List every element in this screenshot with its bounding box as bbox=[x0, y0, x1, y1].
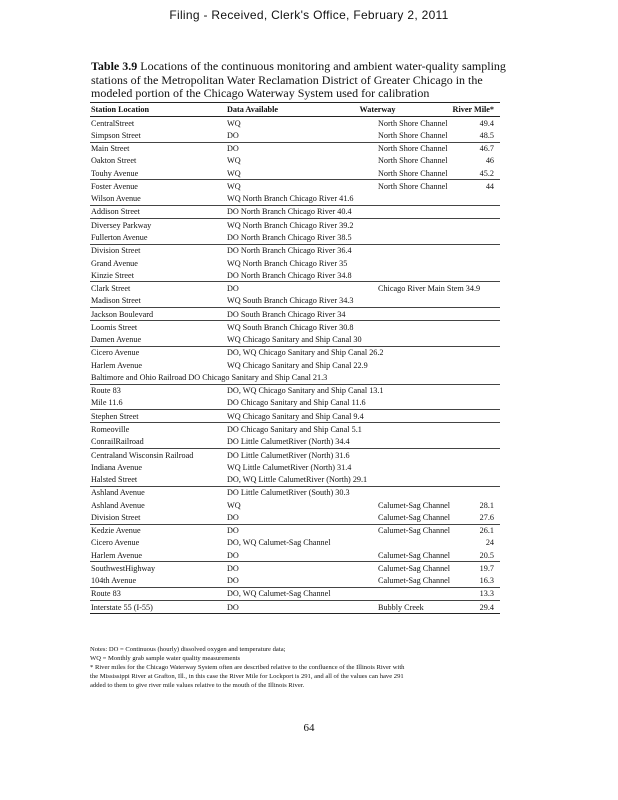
station-cell: Route 83 bbox=[90, 384, 226, 397]
river-mile-cell: 45.2 bbox=[479, 168, 494, 178]
river-mile-cell bbox=[450, 346, 500, 359]
station-cell: Touhy Avenue bbox=[91, 168, 139, 178]
data-available-cell: DO bbox=[226, 562, 304, 575]
table-row bbox=[90, 334, 500, 347]
station-cell: Main Street bbox=[90, 142, 226, 155]
river-mile-cell: 46.7 bbox=[450, 142, 500, 155]
station-cell: Diversey Parkway bbox=[90, 219, 226, 232]
table-row bbox=[90, 205, 500, 218]
station-cell: Division Street bbox=[91, 512, 141, 522]
table-row bbox=[90, 129, 500, 142]
river-mile-cell: 48.5 bbox=[479, 130, 494, 140]
station-cell: Harlem Avenue bbox=[91, 360, 142, 370]
river-mile-cell bbox=[450, 397, 500, 410]
station-cell: Baltimore and Ohio Railroad DO Chicago Sanitary and Ship Canal 21.3 bbox=[91, 372, 328, 382]
station-cell: Madison Street bbox=[91, 296, 141, 306]
data-available-cell: DO North Branch Chicago River 36.4 bbox=[226, 244, 304, 257]
waterway-cell: North Shore Channel bbox=[304, 180, 450, 193]
data-available-cell: WQ South Branch Chicago River 30.8 bbox=[226, 321, 304, 334]
data-available-cell: WQ North Branch Chicago River 39.2 bbox=[226, 219, 304, 232]
river-mile-cell: 19.7 bbox=[450, 562, 500, 575]
data-available-cell: DO bbox=[227, 512, 239, 522]
waterway-cell: Calumet-Sag Channel bbox=[378, 500, 451, 510]
table-row bbox=[90, 321, 500, 334]
station-cell: Jackson Boulevard bbox=[90, 307, 226, 320]
river-mile-cell: 26.1 bbox=[450, 524, 500, 537]
note-line: the Mississippi River at Grafton, Ill., in this case the River Mile for Lockport is 291, and all of the values can have 291 bbox=[90, 673, 404, 680]
table-row bbox=[90, 346, 500, 359]
station-cell: Interstate 55 (I-55) bbox=[90, 601, 226, 614]
table-row bbox=[90, 549, 500, 562]
station-cell: Cicero Avenue bbox=[91, 538, 140, 548]
data-available-cell: DO bbox=[226, 601, 304, 614]
river-mile-cell: 24 bbox=[485, 538, 494, 548]
table-row bbox=[90, 461, 500, 473]
waterway-cell: Calumet-Sag Channel bbox=[378, 550, 451, 560]
river-mile-cell bbox=[450, 244, 500, 257]
station-cell: SouthwestHighway bbox=[90, 562, 226, 575]
station-cell: Halsted Street bbox=[91, 475, 138, 485]
table-row bbox=[90, 359, 500, 371]
station-cell: Stephen Street bbox=[90, 410, 226, 423]
table-row bbox=[90, 180, 500, 193]
table-row bbox=[90, 587, 500, 600]
waterway-cell: Bubbly Creek bbox=[304, 601, 450, 614]
data-available-cell: DO Little CalumetRiver (North) 31.6 bbox=[226, 448, 304, 461]
table-row bbox=[90, 282, 500, 295]
table-row bbox=[90, 219, 500, 232]
data-available-cell: DO North Branch Chicago River 34.8 bbox=[227, 270, 352, 280]
station-cell: Harlem Avenue bbox=[91, 550, 142, 560]
station-cell: Kedzie Avenue bbox=[90, 524, 226, 537]
river-mile-cell bbox=[450, 436, 500, 449]
table-label: Table 3.9 bbox=[91, 59, 138, 73]
river-mile-cell: 28.1 bbox=[479, 500, 494, 510]
river-mile-cell bbox=[450, 231, 500, 244]
table-row bbox=[90, 423, 500, 436]
river-mile-cell bbox=[450, 461, 500, 473]
data-available-cell: DO, WQ Calumet-Sag Channel bbox=[226, 587, 304, 600]
table-row bbox=[90, 575, 500, 588]
station-cell: Centraland Wisconsin Railroad bbox=[90, 448, 226, 461]
station-cell: Simpson Street bbox=[91, 130, 141, 140]
table-header-row bbox=[90, 103, 500, 117]
data-available-cell: DO Little CalumetRiver (North) 34.4 bbox=[227, 437, 350, 447]
data-available-cell: DO bbox=[227, 576, 239, 586]
waterway-cell: Calumet-Sag Channel bbox=[304, 562, 450, 575]
data-available-cell: DO Chicago Sanitary and Ship Canal 5.1 bbox=[226, 423, 304, 436]
table-row bbox=[90, 511, 500, 524]
data-available-cell: WQ bbox=[227, 500, 241, 510]
river-mile-cell bbox=[450, 371, 500, 384]
station-cell: Ashland Avenue bbox=[90, 486, 226, 499]
table-row bbox=[90, 295, 500, 308]
table-row bbox=[90, 499, 500, 511]
data-available-cell: DO bbox=[227, 130, 239, 140]
waterway-cell: Chicago River Main Stem 34.9 bbox=[304, 282, 450, 295]
data-available-cell: DO bbox=[226, 524, 304, 537]
river-mile-cell: 46 bbox=[485, 156, 494, 166]
station-cell: Grand Avenue bbox=[91, 258, 138, 268]
station-cell: Ashland Avenue bbox=[91, 500, 145, 510]
river-mile-cell: 49.4 bbox=[450, 117, 500, 130]
table-row bbox=[90, 244, 500, 257]
table-row bbox=[90, 167, 500, 180]
waterway-cell: North Shore Channel bbox=[304, 117, 450, 130]
river-mile-cell bbox=[450, 321, 500, 334]
table-row bbox=[90, 601, 500, 614]
table-caption-text: Locations of the continuous monitoring and ambient water-quality sampling stations of the Metropolitan Water Reclamation District of Greater Chicago in the modeled portion of the Chicago Waterway System used for calibration bbox=[91, 59, 506, 100]
river-mile-cell: 44 bbox=[450, 180, 500, 193]
data-available-cell: WQ bbox=[227, 156, 241, 166]
table-row bbox=[90, 142, 500, 155]
data-available-cell: WQ bbox=[226, 117, 304, 130]
table-row bbox=[90, 307, 500, 320]
data-available-cell: DO, WQ Chicago Sanitary and Ship Canal 26.2 bbox=[226, 346, 304, 359]
station-cell: ConrailRailroad bbox=[91, 437, 144, 447]
data-available-cell: WQ Chicago Sanitary and Ship Canal 22.9 bbox=[227, 360, 368, 370]
data-available-cell: DO Little CalumetRiver (South) 30.3 bbox=[226, 486, 304, 499]
river-mile-cell: 20.5 bbox=[479, 550, 494, 560]
data-available-cell: DO South Branch Chicago River 34 bbox=[226, 307, 304, 320]
waterway-cell: North Shore Channel bbox=[378, 156, 448, 166]
station-cell: Addison Street bbox=[90, 205, 226, 218]
data-available-cell: WQ Chicago Sanitary and Ship Canal 9.4 bbox=[226, 410, 304, 423]
waterway-cell: Calumet-Sag Channel bbox=[378, 512, 451, 522]
table-row bbox=[90, 257, 500, 269]
station-cell: 104th Avenue bbox=[91, 576, 137, 586]
river-mile-cell bbox=[450, 448, 500, 461]
station-cell: Division Street bbox=[90, 244, 226, 257]
table-row bbox=[90, 269, 500, 282]
data-available-cell: DO North Branch Chicago River 38.5 bbox=[227, 233, 352, 243]
river-mile-cell bbox=[450, 473, 500, 486]
station-cell: Wilson Avenue bbox=[91, 194, 141, 204]
data-available-cell: DO bbox=[227, 550, 239, 560]
table-row bbox=[90, 193, 500, 206]
river-mile-cell bbox=[450, 307, 500, 320]
data-available-cell: DO bbox=[226, 282, 304, 295]
page-number: 64 bbox=[303, 722, 315, 734]
data-available-cell: DO, WQ Little CalumetRiver (North) 29.1 bbox=[227, 475, 368, 485]
table-body bbox=[90, 117, 500, 614]
river-mile-cell bbox=[450, 219, 500, 232]
header-waterway: Waterway bbox=[304, 103, 450, 117]
station-cell: Cicero Avenue bbox=[90, 346, 226, 359]
data-available-cell: DO, WQ Calumet-Sag Channel bbox=[227, 538, 331, 548]
table-row bbox=[90, 537, 500, 549]
data-available-cell: WQ North Branch Chicago River 41.6 bbox=[227, 194, 354, 204]
river-mile-cell bbox=[450, 359, 500, 371]
station-cell: Foster Avenue bbox=[90, 180, 226, 193]
river-mile-cell: 16.3 bbox=[479, 576, 494, 586]
data-available-cell: DO bbox=[226, 142, 304, 155]
river-mile-cell bbox=[450, 193, 500, 206]
table-row bbox=[90, 231, 500, 244]
note-line: * River miles for the Chicago Waterway System often are described relative to the confluence of the Illinois River with bbox=[90, 664, 405, 671]
table-row bbox=[90, 562, 500, 575]
waterway-cell: Calumet-Sag Channel bbox=[378, 576, 451, 586]
table-row bbox=[90, 117, 500, 130]
header-data-available: Data Available bbox=[226, 103, 304, 117]
waterway-cell: North Shore Channel bbox=[378, 168, 448, 178]
waterway-cell: North Shore Channel bbox=[304, 142, 450, 155]
filing-header: Filing - Received, Clerk's Office, February 2, 2011 bbox=[169, 8, 449, 22]
note-line: WQ = Monthly grab sample water quality measurements bbox=[90, 655, 241, 662]
river-mile-cell bbox=[450, 423, 500, 436]
header-station: Station Location bbox=[90, 103, 226, 117]
table-row bbox=[90, 524, 500, 537]
table-row bbox=[90, 486, 500, 499]
river-mile-cell bbox=[450, 205, 500, 218]
header-river-mile: River Mile* bbox=[450, 103, 500, 117]
table-row bbox=[90, 397, 500, 410]
note-line: added to them to give river mile values relative to the mouth of the Illinois River. bbox=[90, 682, 305, 689]
table-row bbox=[90, 473, 500, 486]
table-row bbox=[90, 155, 500, 167]
river-mile-cell bbox=[450, 384, 500, 397]
station-cell: Clark Street bbox=[90, 282, 226, 295]
station-cell: Route 83 bbox=[90, 587, 226, 600]
table-row bbox=[90, 384, 500, 397]
table-caption bbox=[91, 60, 521, 101]
station-cell: Kinzie Street bbox=[91, 270, 134, 280]
station-cell: Damen Avenue bbox=[91, 335, 142, 345]
river-mile-cell bbox=[450, 486, 500, 499]
data-available-cell: WQ South Branch Chicago River 34.3 bbox=[227, 296, 354, 306]
waterway-cell: North Shore Channel bbox=[378, 130, 448, 140]
data-available-cell: WQ bbox=[227, 168, 241, 178]
river-mile-cell: 29.4 bbox=[450, 601, 500, 614]
data-available-cell: DO, WQ Chicago Sanitary and Ship Canal 13.1 bbox=[226, 384, 304, 397]
river-mile-cell bbox=[450, 295, 500, 308]
data-available-cell: WQ Chicago Sanitary and Ship Canal 30 bbox=[227, 335, 362, 345]
data-available-cell: WQ North Branch Chicago River 35 bbox=[227, 258, 348, 268]
river-mile-cell: 27.6 bbox=[479, 512, 494, 522]
table-row bbox=[90, 410, 500, 423]
data-available-cell: WQ Little CalumetRiver (North) 31.4 bbox=[227, 462, 352, 472]
data-available-cell: WQ bbox=[226, 180, 304, 193]
station-cell: CentralStreet bbox=[90, 117, 226, 130]
station-cell: Indiana Avenue bbox=[91, 462, 142, 472]
station-cell: Romeoville bbox=[90, 423, 226, 436]
station-cell: Oakton Street bbox=[91, 156, 137, 166]
waterway-cell: Calumet-Sag Channel bbox=[304, 524, 450, 537]
table-row bbox=[90, 371, 500, 384]
river-mile-cell bbox=[450, 410, 500, 423]
data-available-cell: DO Chicago Sanitary and Ship Canal 11.6 bbox=[227, 398, 366, 408]
data-available-cell: DO North Branch Chicago River 40.4 bbox=[226, 205, 304, 218]
table-row bbox=[90, 436, 500, 449]
note-line: Notes: DO = Continuous (hourly) dissolved oxygen and temperature data; bbox=[90, 646, 286, 653]
stations-table bbox=[90, 102, 500, 614]
river-mile-cell bbox=[450, 269, 500, 282]
river-mile-cell: 13.3 bbox=[450, 587, 500, 600]
river-mile-cell bbox=[450, 257, 500, 269]
station-cell: Fullerton Avenue bbox=[91, 233, 148, 243]
station-cell: Loomis Street bbox=[90, 321, 226, 334]
station-cell: Mile 11.6 bbox=[91, 398, 123, 408]
table-notes bbox=[90, 645, 530, 690]
table-row bbox=[90, 448, 500, 461]
river-mile-cell bbox=[450, 334, 500, 347]
